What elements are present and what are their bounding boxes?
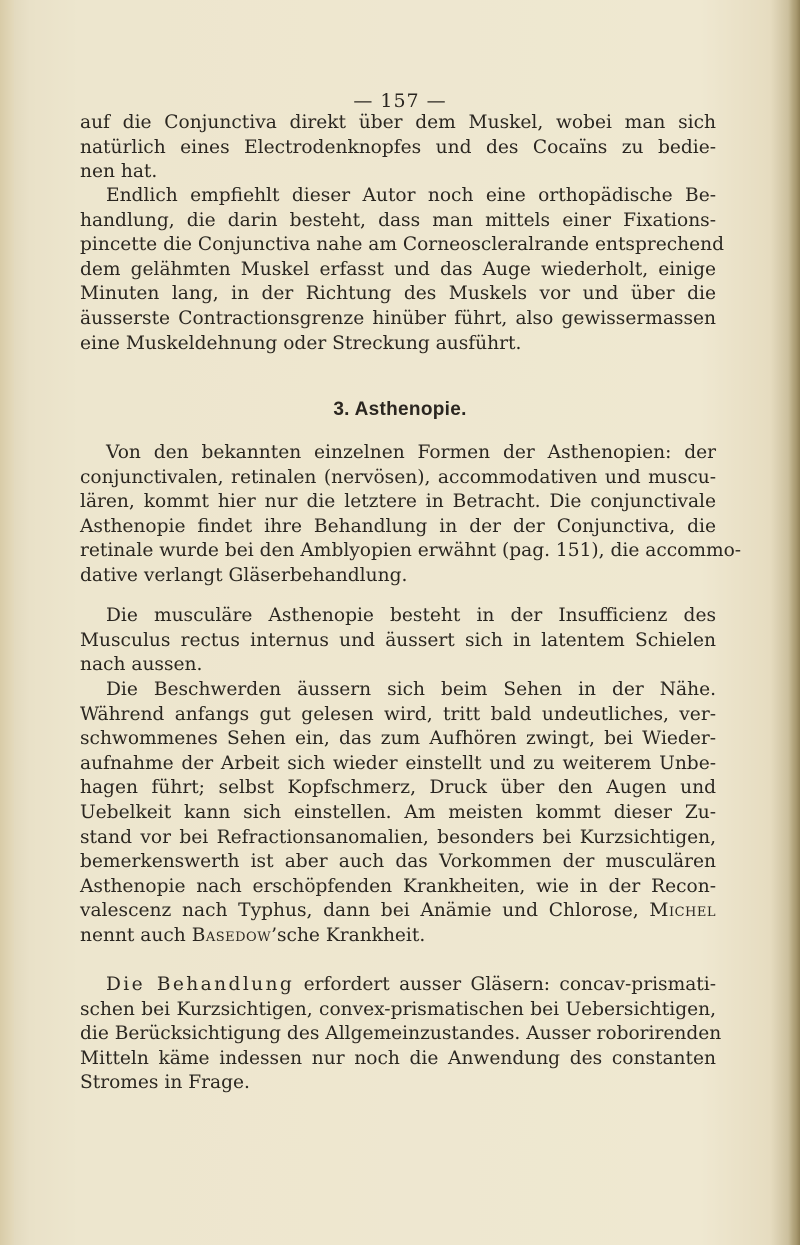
text-line: auf die Conjunctiva direkt über dem Muskel, wobei man sich — [80, 112, 716, 133]
text-line: bemerkenswerth ist aber auch das Vorkommen der musculären — [80, 851, 716, 873]
text-line: stand vor bei Refractionsanomalien, besonders bei Kurzsichtigen, — [80, 826, 716, 848]
text-line: Musculus rectus internus und äussert sich in latentem Schielen — [80, 629, 716, 651]
text-line: natürlich eines Electrodenknopfes und des Cocaïns zu bedie- — [80, 136, 716, 158]
paragraph-3 — [80, 441, 742, 589]
paragraph-2 — [80, 184, 725, 356]
text-line: handlung, die darin besteht, dass man mittels einer Fixations- — [80, 209, 716, 231]
paragraph-1 — [80, 111, 716, 185]
text-line: aufnahme der Arbeit sich wieder einstellt und zu weiterem Unbe- — [80, 752, 716, 774]
emphasized-term: Die Behandlung — [106, 974, 295, 995]
text-line: Stromes in Frage. — [80, 1072, 250, 1094]
text-line: schen bei Kurzsichtigen, convex-prismatischen bei Uebersichtigen, — [80, 998, 716, 1020]
page-binding-edge — [788, 0, 800, 1245]
text-line: eine Muskeldehnung oder Streckung ausführt. — [80, 332, 522, 354]
text-line: Uebelkeit kann sich einstellen. Am meisten kommt dieser Zu- — [80, 801, 716, 823]
text-line: conjunctivalen, retinalen (nervösen), accommodativen und muscu- — [80, 466, 716, 488]
text-line: Während anfangs gut gelesen wird, tritt bald undeutliches, ver- — [80, 703, 716, 725]
text-line: Die musculäre Asthenopie besteht in der Insufficienz des — [106, 605, 716, 626]
text-line: Minuten lang, in der Richtung des Muskels vor und über die — [80, 283, 716, 305]
author-name: Michel — [649, 900, 716, 922]
paragraph-6 — [80, 973, 722, 1096]
page-number: — 157 — — [353, 90, 447, 112]
text-line: die Berücksichtigung des Allgemeinzustandes. Ausser roborirenden — [80, 1023, 722, 1045]
text-fragment: erfordert ausser Gläsern: concav-prismati- — [303, 974, 716, 995]
text-line: Asthenopie findet ihre Behandlung in der der Conjunctiva, die — [80, 515, 716, 537]
text-line: pincette die Conjunctiva nahe am Corneoscleralrande entsprechend — [80, 234, 725, 256]
text-line: nen hat. — [80, 161, 158, 183]
text-line: hagen führt; selbst Kopfschmerz, Druck über den Augen und — [80, 777, 716, 799]
author-name: Basedow — [191, 924, 272, 946]
text-fragment: valescenz nach Typhus, dann bei Anämie und Chlorose, — [80, 900, 639, 922]
text-line: dem gelähmten Muskel erfasst und das Auge wiederholt, einige — [80, 258, 716, 280]
text-line: Asthenopie nach erschöpfenden Krankheiten, wie in der Recon- — [80, 875, 716, 897]
text-fragment: nennt auch — [80, 924, 186, 946]
text-line: lären, kommt hier nur die letztere in Betracht. Die conjunctivale — [80, 491, 716, 513]
text-fragment: ’sche Krankheit. — [271, 924, 426, 946]
paragraph-4 — [80, 604, 716, 678]
text-line: retinale wurde bei den Amblyopien erwähnt (pag. 151), die accommo- — [80, 540, 742, 562]
section-heading: 3. Asthenopie. — [333, 399, 467, 420]
text-line: nach aussen. — [80, 654, 203, 676]
text-line-with-emphasis — [80, 973, 716, 998]
text-line: Von den bekannten einzelnen Formen der Asthenopien: der — [106, 442, 716, 463]
text-line: Endlich empfiehlt dieser Autor noch eine orthopädische Be- — [106, 185, 716, 206]
text-line-with-author — [80, 899, 716, 924]
text-line: äusserste Contractionsgrenze hinüber führt, also gewissermassen — [80, 307, 716, 329]
paragraph-5 — [80, 678, 716, 949]
text-line: dative verlangt Gläserbehandlung. — [80, 564, 408, 586]
text-line: Mitteln käme indessen nur noch die Anwendung des constanten — [80, 1047, 716, 1069]
text-line: Die Beschwerden äussern sich beim Sehen in der Nähe. — [106, 679, 716, 700]
page-left-shadow — [0, 0, 14, 1245]
text-line: schwommenes Sehen ein, das zum Aufhören zwingt, bei Wieder- — [80, 728, 716, 750]
text-line-with-author — [80, 924, 716, 949]
